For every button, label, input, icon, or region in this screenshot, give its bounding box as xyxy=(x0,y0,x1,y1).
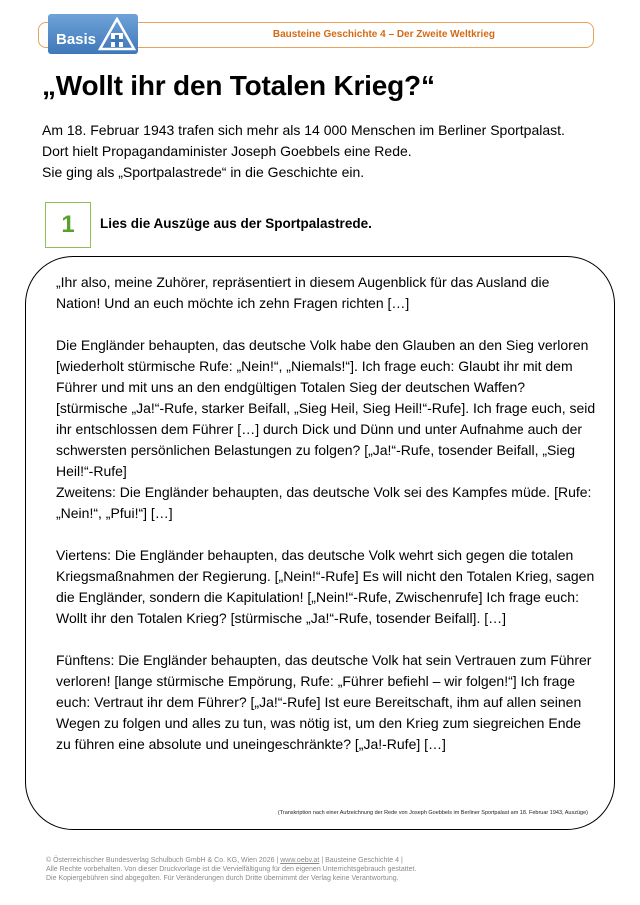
intro-line: Am 18. Februar 1943 trafen sich mehr als 14 000 Menschen im Berliner Sportpalast. xyxy=(42,122,565,138)
footer-line xyxy=(46,856,606,865)
footer-copyright: © Österreichischer Bundesverlag Schulbuch GmbH & Co. KG, Wien 2026 | xyxy=(46,857,281,864)
task-instruction: Lies die Auszüge aus der Sportpalastrede. xyxy=(100,216,372,231)
header-title: Bausteine Geschichte 4 – Der Zweite Weltkrieg xyxy=(272,29,495,40)
basis-logo xyxy=(48,14,138,54)
footer-line: Alle Rechte vorbehalten. Von dieser Druckvorlage ist die Vervielfältigung für den eigenen Unterrichtsgebrauch gestattet. xyxy=(46,866,417,873)
speech-paragraph: Zweitens: Die Engländer behaupten, das deutsche Volk sei des Kampfes müde. [Rufe: „Nein!“, „Pfui!“] […] xyxy=(56,484,592,521)
footer-book: | Bausteine Geschichte 4 | xyxy=(319,857,403,864)
speech-paragraph: Fünftens: Die Engländer behaupten, das deutsche Volk hat sein Vertrauen zum Führer verloren! [lange stürmische Empörung, Rufe: „Führer befiehl – wir folgen!“] Ich frage euch: Vertraut ihr dem Führer? [„Ja!“-Rufe] Ist eure Bereitschaft, ihm auf allen seinen Wegen zu folgen und alles zu tun, was nötig ist, um den Krieg zum siegreichen Ende zu führen eine absolute und uneingeschränkte? [„Ja!-Rufe] […] xyxy=(56,652,592,752)
publisher-link[interactable]: www.oebv.at xyxy=(280,857,320,864)
speech-paragraph: „Ihr also, meine Zuhörer, repräsentiert in diesem Augenblick für das Ausland die Nation! Und an euch möchte ich zehn Fragen richten […] xyxy=(56,274,550,311)
source-note: (Transkription nach einer Aufzeichnung der Rede von Joseph Goebbels im Berliner Sportpalast am 18. Februar 1943, Auszüge) xyxy=(277,810,588,816)
triangle-logo-icon xyxy=(98,17,136,51)
footer-line: Die Kopiergebühren sind abgegolten. Für Veränderungen durch Dritte übernimmt der Verlag keine Verantwortung. xyxy=(46,875,399,882)
task-number-box xyxy=(45,202,91,248)
intro-line: Sie ging als „Sportpalastrede“ in die Geschichte ein. xyxy=(42,164,365,180)
page-title: „Wollt ihr den Totalen Krieg?“ xyxy=(42,70,435,101)
footer xyxy=(46,856,606,883)
logo-text: Basis xyxy=(56,31,97,48)
speech-paragraph: Viertens: Die Engländer behaupten, das deutsche Volk wehrt sich gegen die totalen Kriegsmaßnahmen der Regierung. [„Nein!“-Rufe] Es will nicht den Totalen Krieg, sagen die Engländer, sondern die Kapitulation! [„Nein!“-Rufe, Zwischenrufe] Ich frage euch: Wollt ihr den Totalen Krieg? [stürmische „Ja!“-Rufe, tosender Beifall]. […] xyxy=(56,547,595,626)
intro-text xyxy=(42,120,612,183)
intro-line: Dort hielt Propagandaminister Joseph Goebbels eine Rede. xyxy=(42,143,412,159)
task-number: 1 xyxy=(61,211,75,238)
speech-paragraph: Die Engländer behaupten, das deutsche Volk habe den Glauben an den Sieg verloren [wiederholt stürmische Rufe: „Nein!“, „Niemals!“]. Ich frage euch: Glaubt ihr mit dem Führer und mit uns an den endgültigen Totalen Sieg der deutschen Waffen? [stürmische „Ja!“-Rufe, starker Beifall, „Sieg Heil, Sieg Heil!“-Rufe]. Ich frage euch, seid ihr entschlossen dem Führer […] durch Dick und Dünn und unter Aufnahme auch der schwersten persönlichen Belastungen zu folgen? [„Ja!“-Rufe, tosender Beifall, „Sieg Heil!“-Rufe] xyxy=(56,337,596,479)
speech-excerpt-text xyxy=(56,272,596,755)
